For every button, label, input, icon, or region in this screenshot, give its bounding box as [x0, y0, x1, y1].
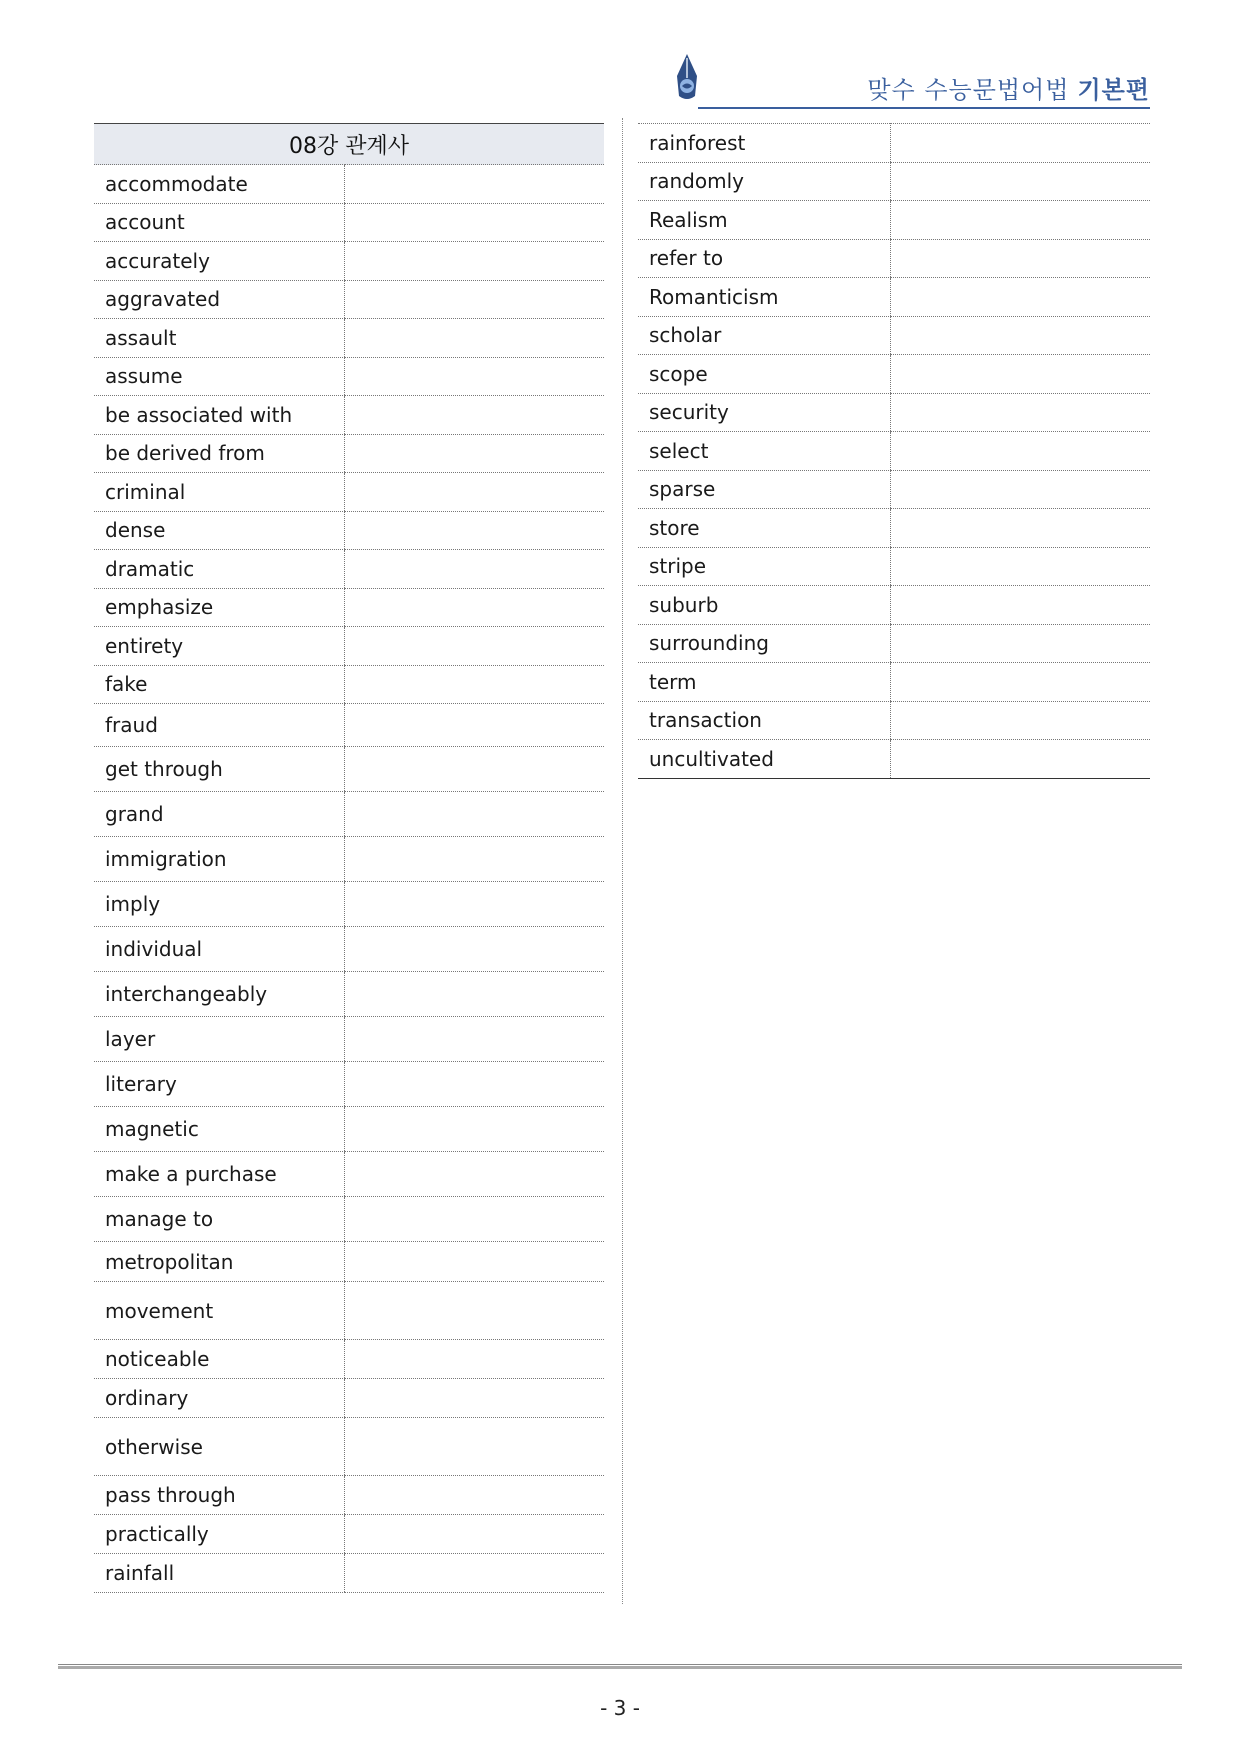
table-row: [94, 1418, 604, 1476]
table-row: [638, 239, 1150, 278]
vocab-word: security: [638, 393, 890, 432]
meaning-blank[interactable]: [890, 432, 1150, 471]
vocab-word: magnetic: [94, 1107, 344, 1152]
vocab-word: ordinary: [94, 1379, 344, 1418]
meaning-blank[interactable]: [344, 1152, 604, 1197]
meaning-blank[interactable]: [890, 124, 1150, 163]
meaning-blank[interactable]: [344, 396, 604, 435]
vocab-word: account: [94, 203, 344, 242]
table-row: [94, 837, 604, 882]
vocab-word: make a purchase: [94, 1152, 344, 1197]
table-row: [94, 1197, 604, 1242]
vocab-word: dense: [94, 511, 344, 550]
meaning-blank[interactable]: [344, 1418, 604, 1476]
vocab-word: suburb: [638, 586, 890, 625]
meaning-blank[interactable]: [344, 1515, 604, 1554]
page-number: - 3 -: [600, 1696, 640, 1720]
meaning-blank[interactable]: [890, 201, 1150, 240]
vocab-word: randomly: [638, 162, 890, 201]
meaning-blank[interactable]: [344, 550, 604, 589]
vocab-word: Realism: [638, 201, 890, 240]
table-row: [94, 396, 604, 435]
meaning-blank[interactable]: [344, 1242, 604, 1282]
table-row: [94, 434, 604, 473]
meaning-blank[interactable]: [344, 927, 604, 972]
meaning-blank[interactable]: [344, 882, 604, 927]
vocab-word: noticeable: [94, 1340, 344, 1379]
table-row: [94, 511, 604, 550]
meaning-blank[interactable]: [890, 586, 1150, 625]
vocab-word: pass through: [94, 1476, 344, 1515]
meaning-blank[interactable]: [344, 1062, 604, 1107]
meaning-blank[interactable]: [344, 1340, 604, 1379]
left-vocab-table: [94, 123, 604, 1593]
meaning-blank[interactable]: [890, 470, 1150, 509]
table-row: [638, 124, 1150, 163]
table-row: [94, 792, 604, 837]
vocab-word: Romanticism: [638, 278, 890, 317]
vocab-word: accommodate: [94, 165, 344, 204]
vocab-word: assume: [94, 357, 344, 396]
table-row: [94, 627, 604, 666]
meaning-blank[interactable]: [344, 473, 604, 512]
meaning-blank[interactable]: [344, 1554, 604, 1593]
meaning-blank[interactable]: [344, 747, 604, 792]
vocab-word: scholar: [638, 316, 890, 355]
meaning-blank[interactable]: [344, 837, 604, 882]
table-row: [638, 470, 1150, 509]
meaning-blank[interactable]: [890, 393, 1150, 432]
vocab-word: transaction: [638, 701, 890, 740]
table-row: [94, 972, 604, 1017]
table-row: [638, 355, 1150, 394]
meaning-blank[interactable]: [344, 1107, 604, 1152]
vocab-word: stripe: [638, 547, 890, 586]
meaning-blank[interactable]: [890, 162, 1150, 201]
meaning-blank[interactable]: [344, 1282, 604, 1340]
meaning-blank[interactable]: [890, 624, 1150, 663]
vocab-word: term: [638, 663, 890, 702]
right-vocab-table: [638, 123, 1150, 779]
header-title-main: 맞수 수능문법어법: [867, 76, 1070, 104]
vocab-word: select: [638, 432, 890, 471]
table-row: [638, 624, 1150, 663]
vocab-word: refer to: [638, 239, 890, 278]
vocab-word: imply: [94, 882, 344, 927]
vocab-word: manage to: [94, 1197, 344, 1242]
vocab-word: store: [638, 509, 890, 548]
vocab-word: criminal: [94, 473, 344, 512]
meaning-blank[interactable]: [344, 627, 604, 666]
table-row: [638, 740, 1150, 779]
meaning-blank[interactable]: [344, 665, 604, 704]
table-row: [638, 393, 1150, 432]
table-row: [94, 357, 604, 396]
vocab-word: sparse: [638, 470, 890, 509]
meaning-blank[interactable]: [890, 316, 1150, 355]
table-row: [638, 432, 1150, 471]
table-row: [638, 278, 1150, 317]
footer-rule: [58, 1664, 1182, 1669]
header-title: [867, 70, 1150, 105]
header-title-bold: 기본편: [1077, 76, 1150, 104]
vocab-word: movement: [94, 1282, 344, 1340]
meaning-blank[interactable]: [344, 280, 604, 319]
table-row: [94, 550, 604, 589]
vocab-word: practically: [94, 1515, 344, 1554]
meaning-blank[interactable]: [344, 242, 604, 281]
meaning-blank[interactable]: [890, 547, 1150, 586]
meaning-blank[interactable]: [344, 704, 604, 747]
vocab-word: get through: [94, 747, 344, 792]
meaning-blank[interactable]: [890, 701, 1150, 740]
table-row: [94, 1062, 604, 1107]
meaning-blank[interactable]: [344, 165, 604, 204]
table-row: [638, 701, 1150, 740]
table-row: [94, 1107, 604, 1152]
table-row: [94, 1152, 604, 1197]
table-row: [94, 704, 604, 747]
meaning-blank[interactable]: [890, 663, 1150, 702]
table-row: [638, 162, 1150, 201]
table-row: [638, 316, 1150, 355]
table-row: [94, 1282, 604, 1340]
meaning-blank[interactable]: [344, 792, 604, 837]
fountain-pen-globe-icon: [670, 52, 704, 104]
vocab-word: scope: [638, 355, 890, 394]
table-row: [94, 1515, 604, 1554]
page-header: [660, 52, 1150, 110]
table-row: [94, 203, 604, 242]
vocab-word: rainfall: [94, 1554, 344, 1593]
table-row: [94, 473, 604, 512]
vocab-word: grand: [94, 792, 344, 837]
vocab-word: dramatic: [94, 550, 344, 589]
meaning-blank[interactable]: [344, 434, 604, 473]
table-row: [94, 1242, 604, 1282]
vocab-word: aggravated: [94, 280, 344, 319]
meaning-blank[interactable]: [344, 1017, 604, 1062]
vocab-word: rainforest: [638, 124, 890, 163]
vocab-word: entirety: [94, 627, 344, 666]
meaning-blank[interactable]: [344, 1476, 604, 1515]
meaning-blank[interactable]: [890, 239, 1150, 278]
table-row: [638, 586, 1150, 625]
vocab-word: interchangeably: [94, 972, 344, 1017]
vocab-word: be associated with: [94, 396, 344, 435]
table-row: [638, 201, 1150, 240]
table-row: [94, 588, 604, 627]
table-row: [94, 280, 604, 319]
vocab-word: assault: [94, 319, 344, 358]
table-row: [94, 1379, 604, 1418]
table-row: [94, 1476, 604, 1515]
meaning-blank[interactable]: [344, 319, 604, 358]
vocab-word: fake: [94, 665, 344, 704]
table-row: [638, 547, 1150, 586]
table-row: [638, 509, 1150, 548]
meaning-blank[interactable]: [344, 203, 604, 242]
vocab-word: otherwise: [94, 1418, 344, 1476]
table-row: [94, 1017, 604, 1062]
table-row: [94, 242, 604, 281]
table-row: [94, 319, 604, 358]
table-row: [94, 1340, 604, 1379]
column-divider: [622, 118, 623, 1604]
meaning-blank[interactable]: [344, 588, 604, 627]
table-row: [94, 1554, 604, 1593]
table-heading: 08강 관계사: [94, 124, 604, 165]
vocab-word: individual: [94, 927, 344, 972]
table-row: [94, 747, 604, 792]
meaning-blank[interactable]: [344, 1379, 604, 1418]
vocab-word: be derived from: [94, 434, 344, 473]
vocab-word: surrounding: [638, 624, 890, 663]
meaning-blank[interactable]: [890, 740, 1150, 779]
meaning-blank[interactable]: [344, 357, 604, 396]
meaning-blank[interactable]: [890, 278, 1150, 317]
table-row: [94, 882, 604, 927]
vocab-word: literary: [94, 1062, 344, 1107]
header-rule: [698, 107, 1150, 109]
table-row: [94, 165, 604, 204]
meaning-blank[interactable]: [890, 509, 1150, 548]
vocab-word: accurately: [94, 242, 344, 281]
meaning-blank[interactable]: [890, 355, 1150, 394]
vocab-word: metropolitan: [94, 1242, 344, 1282]
vocab-word: emphasize: [94, 588, 344, 627]
meaning-blank[interactable]: [344, 511, 604, 550]
table-row: [94, 665, 604, 704]
table-row: [638, 663, 1150, 702]
meaning-blank[interactable]: [344, 1197, 604, 1242]
vocab-word: uncultivated: [638, 740, 890, 779]
vocab-word: immigration: [94, 837, 344, 882]
vocab-word: layer: [94, 1017, 344, 1062]
meaning-blank[interactable]: [344, 972, 604, 1017]
table-row: [94, 927, 604, 972]
vocab-word: fraud: [94, 704, 344, 747]
